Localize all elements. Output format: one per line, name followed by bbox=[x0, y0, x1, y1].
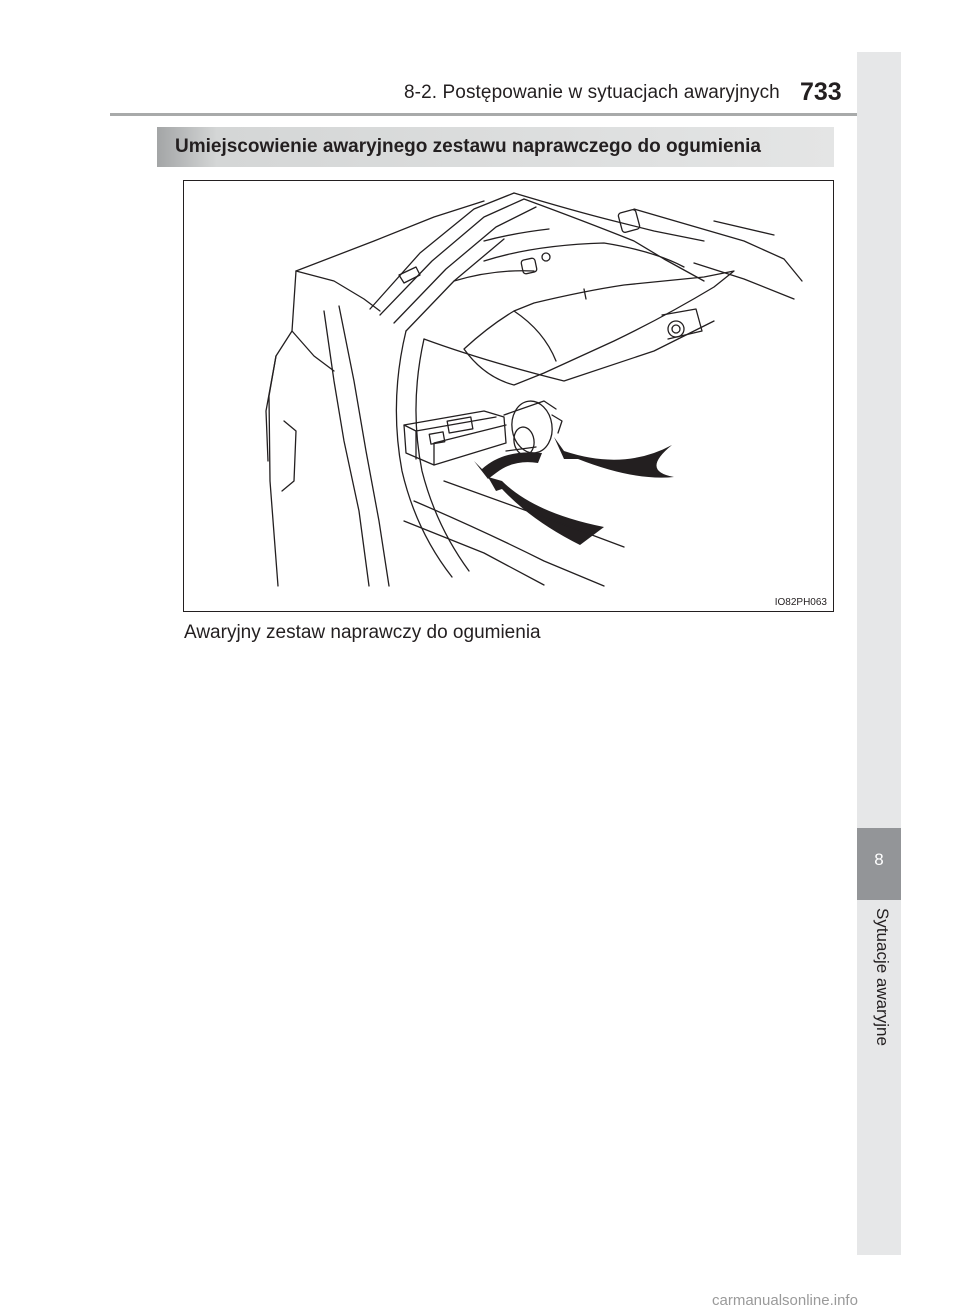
section-heading: Umiejscowienie awaryjnego zestawu naprawczego do ogumienia bbox=[157, 127, 834, 167]
page-number: 733 bbox=[800, 78, 842, 106]
running-header: 8-2. Postępowanie w sytuacjach awaryjnych bbox=[404, 82, 780, 103]
figure-code: IO82PH063 bbox=[774, 597, 827, 608]
figure-caption: Awaryjny zestaw naprawczy do ogumienia bbox=[184, 622, 541, 643]
chapter-label: Sytuacje awaryjne bbox=[873, 908, 892, 1046]
header-divider bbox=[110, 113, 900, 116]
trunk-illustration bbox=[184, 181, 832, 610]
chapter-side-tab bbox=[857, 52, 901, 1255]
footer-watermark[interactable]: carmanualsonline.info bbox=[712, 1292, 858, 1309]
chapter-number: 8 bbox=[874, 850, 884, 869]
figure-frame bbox=[183, 180, 834, 612]
